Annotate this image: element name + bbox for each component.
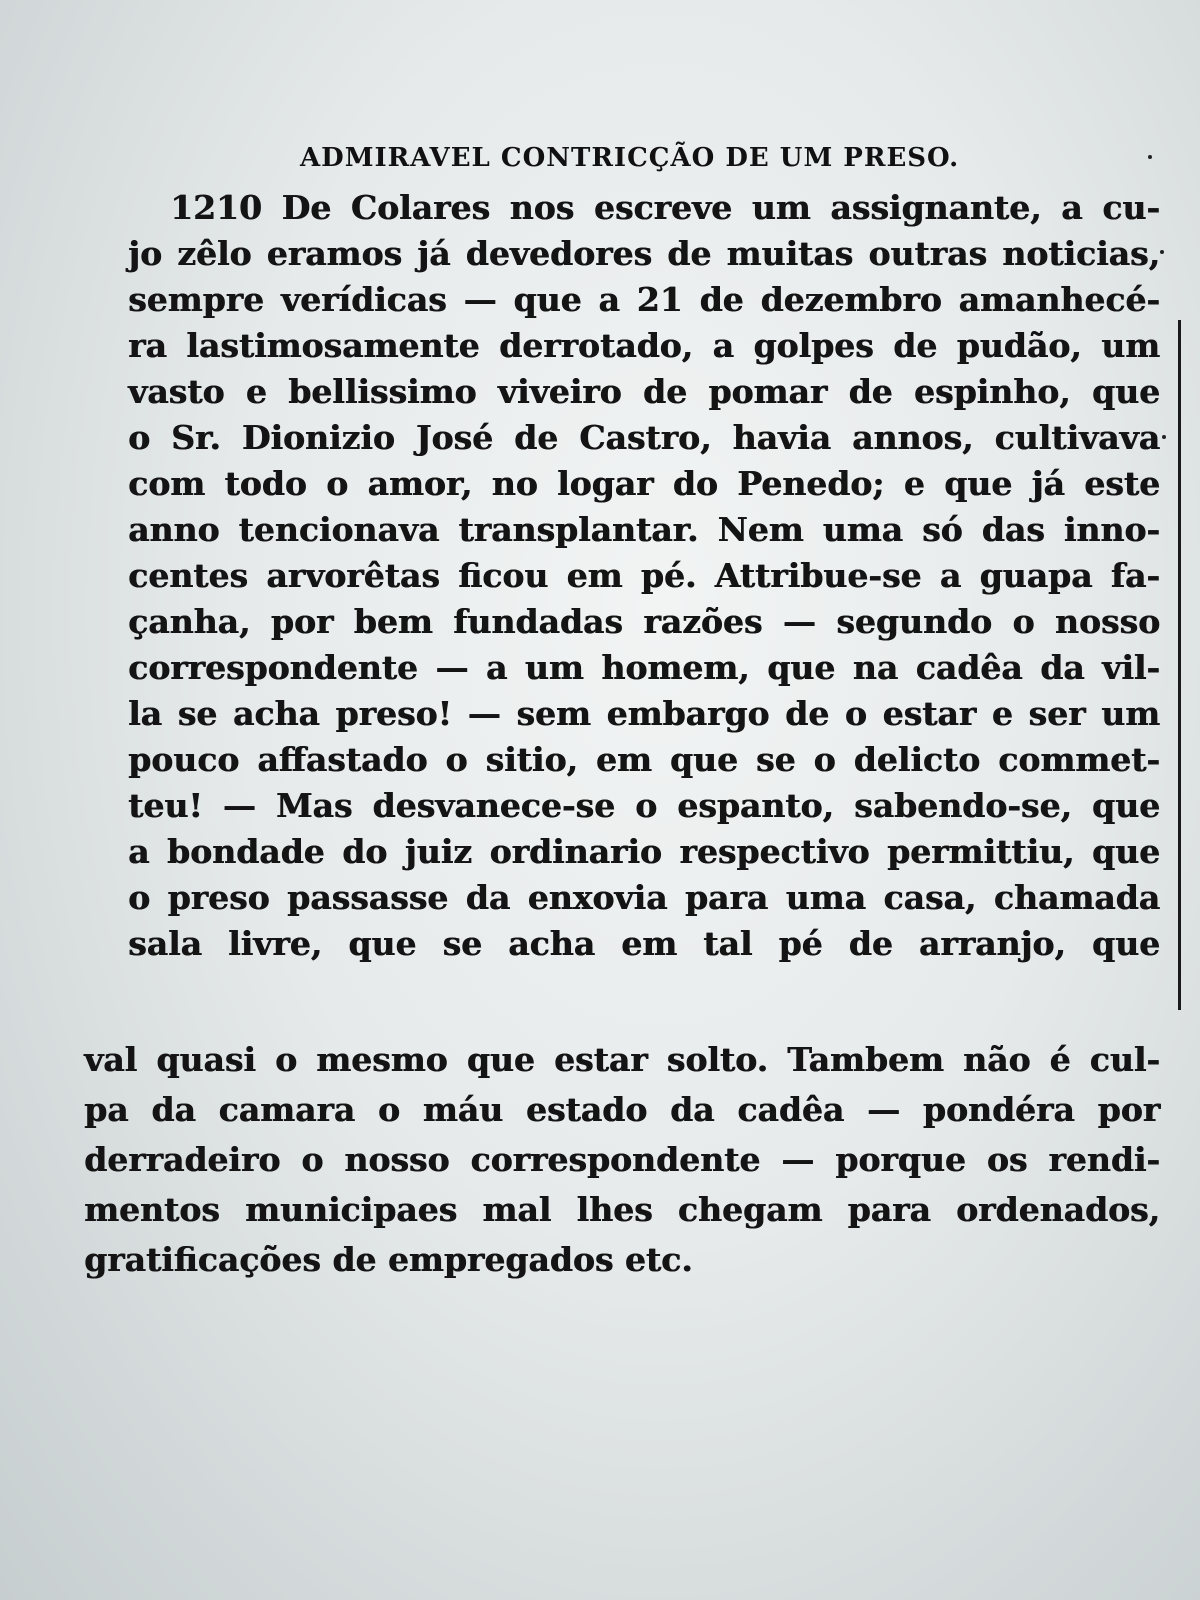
text-line: sempre verídicas — que a 21 de dezembro amanhecé- — [128, 280, 1160, 319]
text-line: val quasi o mesmo que estar solto. Tambem não é cul- — [84, 1040, 1160, 1079]
text-line: o Sr. Dionizio José de Castro, havia annos, cultivava — [128, 418, 1160, 457]
text-line: correspondente — a um homem, que na cadêa da vil- — [128, 648, 1160, 687]
text-line: derradeiro o nosso correspondente — porque os rendi- — [84, 1140, 1160, 1179]
text-line: centes arvorêtas ficou em pé. Attribue-se a guapa fa- — [128, 556, 1160, 595]
text-line: jo zêlo eramos já devedores de muitas outras noticias, — [128, 234, 1160, 273]
text-line: mentos municipaes mal lhes chegam para ordenados, — [84, 1190, 1160, 1229]
text-line: pouco affastado o sitio, em que se o delicto commet- — [128, 740, 1160, 779]
text-line: la se acha preso! — sem embargo de o estar e ser um — [128, 694, 1160, 733]
column-rule — [1178, 320, 1181, 1010]
text-line: o preso passasse da enxovia para uma casa, chamada — [128, 878, 1160, 917]
stray-ink-dot — [1162, 435, 1166, 439]
text-line: com todo o amor, no logar do Penedo; e que já este — [128, 464, 1160, 503]
text-line: çanha, por bem fundadas razões — segundo o nosso — [128, 602, 1160, 641]
article-headline: ADMIRAVEL CONTRICÇÃO DE UM PRESO. — [300, 143, 960, 173]
text-line: 1210 De Colares nos escreve um assignante, a cu- — [170, 188, 1160, 227]
text-line: sala livre, que se acha em tal pé de arranjo, que — [128, 924, 1160, 963]
text-line: gratificações de empregados etc. — [84, 1240, 693, 1279]
stray-ink-dot — [1160, 250, 1164, 254]
text-line: vasto e bellissimo viveiro de pomar de espinho, que — [128, 372, 1160, 411]
text-line: a bondade do juiz ordinario respectivo permittiu, que — [128, 832, 1160, 871]
text-line: ra lastimosamente derrotado, a golpes de pudão, um — [128, 326, 1160, 365]
text-line: anno tencionava transplantar. Nem uma só das inno- — [128, 510, 1160, 549]
text-line: pa da camara o máu estado da cadêa — pondéra por — [84, 1090, 1160, 1129]
stray-ink-dot — [1148, 155, 1152, 159]
text-line: teu! — Mas desvanece-se o espanto, sabendo-se, que — [128, 786, 1160, 825]
